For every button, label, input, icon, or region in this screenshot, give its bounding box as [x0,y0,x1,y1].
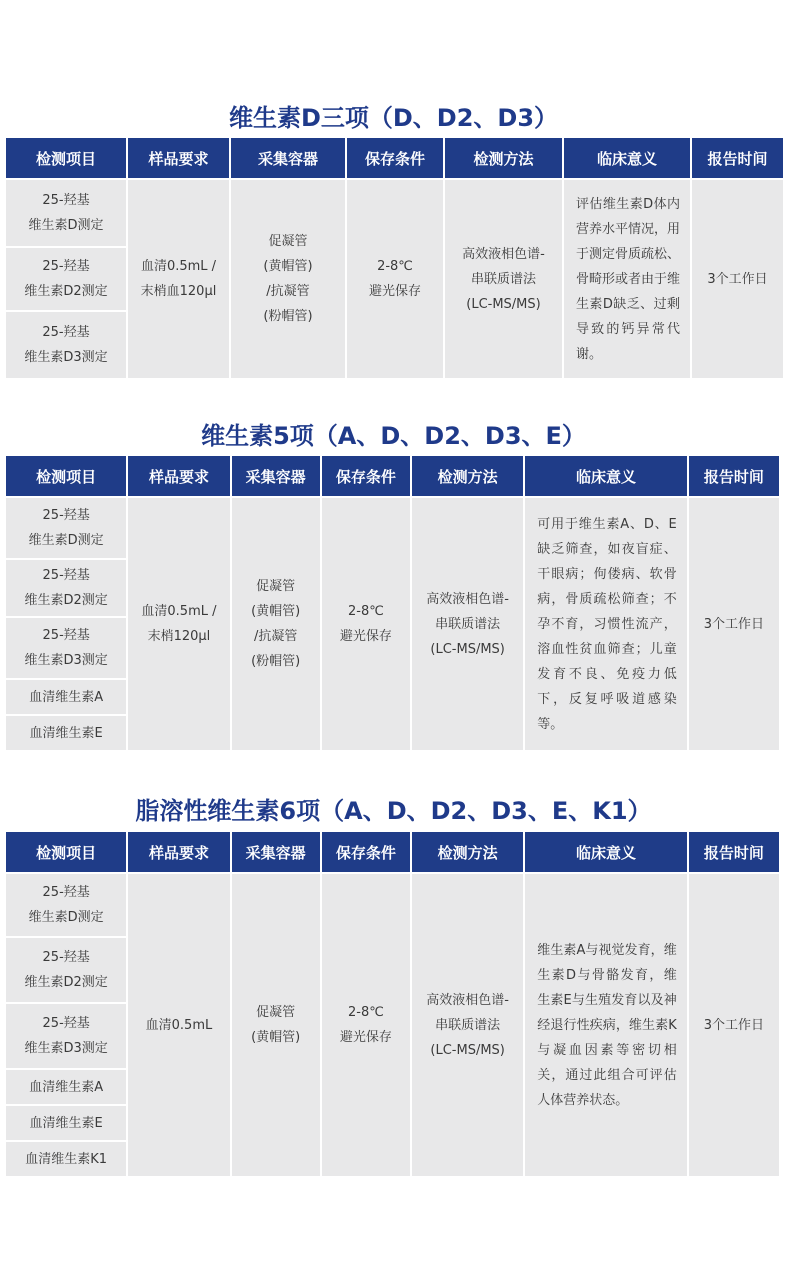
table-header-row [6,456,779,496]
container-cell: 促凝管 (黄帽管) /抗凝管 (粉帽管) [232,498,320,750]
header-clinical: 临床意义 [525,832,686,872]
test-item-cell: 血清维生素E [6,1106,126,1140]
header-container: 采集容器 [231,138,345,178]
storage-cell: 2-8℃ 避光保存 [322,498,410,750]
header-storage: 保存条件 [322,456,410,496]
clinical-significance-cell: 可用于维生素A、D、E缺乏筛查，如夜盲症、干眼病；佝偻病、软骨病，骨质疏松筛查；不孕不育，习惯性流产，溶血性贫血筛查；儿童发育不良、免疫力低下，反复呼吸道感染等。 [525,498,686,750]
header-storage: 保存条件 [322,832,410,872]
header-container: 采集容器 [232,456,320,496]
sample-cell: 血清0.5mL / 末梢血120μl [128,180,229,378]
header-clinical: 临床意义 [564,138,690,178]
test-item-cell: 25-羟基 维生素D3测定 [6,1004,126,1068]
test-item-cell: 25-羟基 维生素D3测定 [6,618,126,678]
test-item-cell: 25-羟基 维生素D测定 [6,498,126,558]
test-item-cell: 25-羟基 维生素D2测定 [6,560,126,616]
report-time-cell: 3个工作日 [689,874,779,1176]
header-method: 检测方法 [412,832,523,872]
report-time-cell: 3个工作日 [689,498,779,750]
storage-cell: 2-8℃ 避光保存 [347,180,443,378]
table-header-row [6,832,779,872]
header-sample: 样品要求 [128,456,229,496]
method-cell: 高效液相色谱- 串联质谱法 (LC-MS/MS) [412,498,523,750]
header-method: 检测方法 [412,456,523,496]
header-clinical: 临床意义 [525,456,686,496]
report-time-cell: 3个工作日 [692,180,783,378]
header-report-time: 报告时间 [689,456,779,496]
method-cell: 高效液相色谱- 串联质谱法 (LC-MS/MS) [412,874,523,1176]
table-row [6,498,779,558]
header-test-item: 检测项目 [6,832,126,872]
test-item-cell: 血清维生素A [6,680,126,714]
table-header-row [6,138,783,178]
test-item-cell: 25-羟基 维生素D测定 [6,874,126,936]
test-item-cell: 血清维生素E [6,716,126,750]
table-fat-soluble-six [4,830,781,1178]
header-test-item: 检测项目 [6,138,126,178]
table-vitamin-five [4,454,781,752]
clinical-significance-cell: 评估维生素D体内营养水平情况，用于测定骨质疏松、骨畸形或者由于维生素D缺乏、过剩导致的钙异常代谢。 [564,180,690,378]
header-container: 采集容器 [232,832,320,872]
header-test-item: 检测项目 [6,456,126,496]
header-report-time: 报告时间 [689,832,779,872]
test-item-cell: 25-羟基 维生素D2测定 [6,938,126,1002]
table-vitamin-d-three [4,136,785,380]
storage-cell: 2-8℃ 避光保存 [322,874,410,1176]
header-storage: 保存条件 [347,138,443,178]
test-item-cell: 血清维生素A [6,1070,126,1104]
container-cell: 促凝管 (黄帽管) /抗凝管 (粉帽管) [231,180,345,378]
table-row [6,180,783,246]
header-sample: 样品要求 [128,138,229,178]
section-title-fat-soluble-six: 脂溶性维生素6项（A、D、D2、D3、E、K1） [135,797,652,825]
sample-cell: 血清0.5mL [128,874,229,1176]
method-cell: 高效液相色谱- 串联质谱法 (LC-MS/MS) [445,180,562,378]
sample-cell: 血清0.5mL / 末梢120μl [128,498,229,750]
header-method: 检测方法 [445,138,562,178]
test-item-cell: 25-羟基 维生素D2测定 [6,248,126,310]
header-sample: 样品要求 [128,832,229,872]
clinical-significance-cell: 维生素A与视觉发育，维生素D与骨骼发育，维生素E与生殖发育以及神经退行性疾病，维生素K与凝血因素等密切相关，通过此组合可评估人体营养状态。 [525,874,686,1176]
section-title-vitamin-d-three: 维生素D三项（D、D2、D3） [228,104,559,132]
test-item-cell: 25-羟基 维生素D测定 [6,180,126,246]
container-cell: 促凝管 (黄帽管) [232,874,320,1176]
test-item-cell: 血清维生素K1 [6,1142,126,1176]
section-title-vitamin-five: 维生素5项（A、D、D2、D3、E） [201,422,586,450]
test-item-cell: 25-羟基 维生素D3测定 [6,312,126,378]
table-row [6,874,779,936]
header-report-time: 报告时间 [692,138,783,178]
